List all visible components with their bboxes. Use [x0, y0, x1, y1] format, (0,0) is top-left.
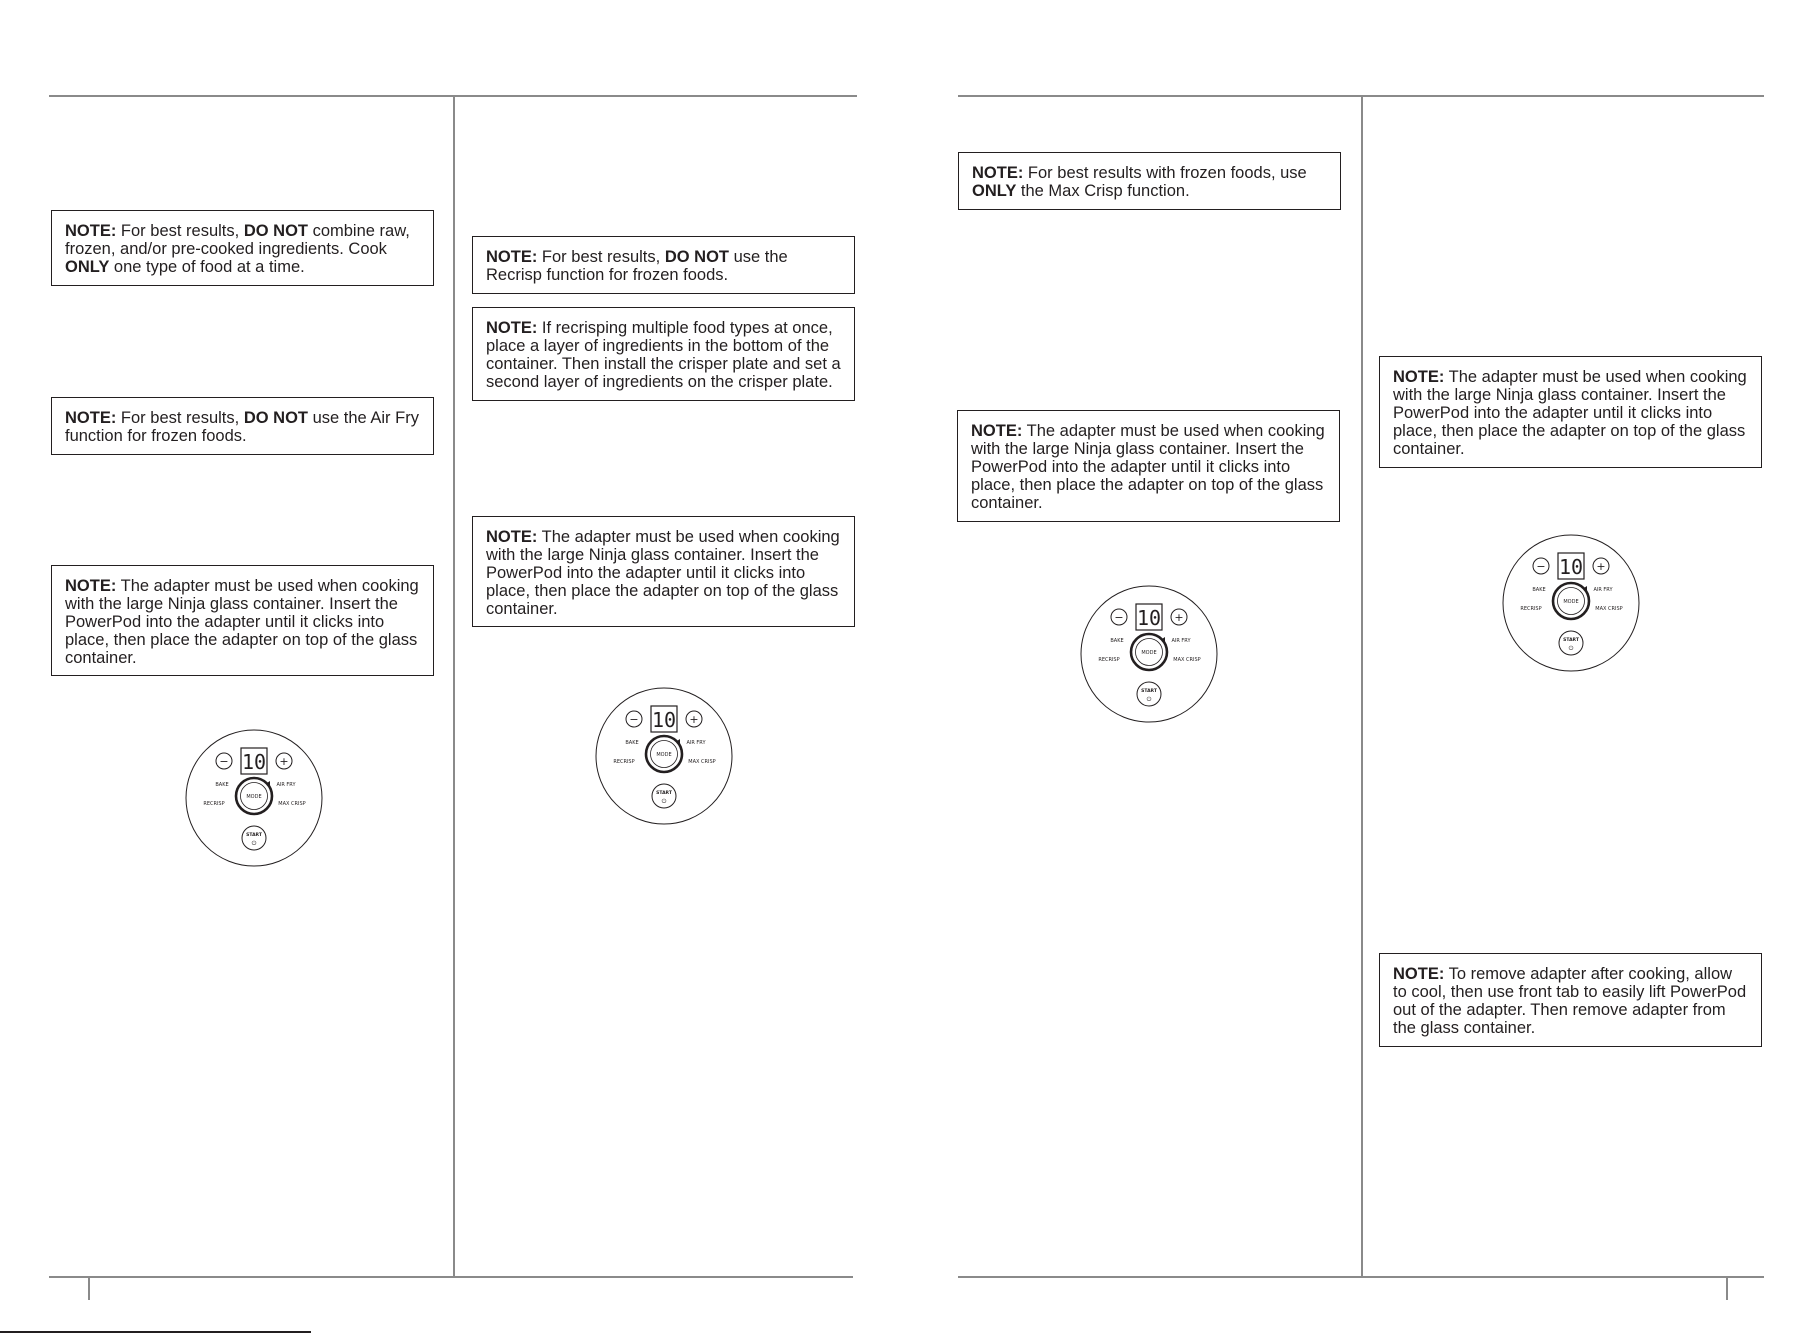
page-number-tick-left [88, 1276, 90, 1300]
start-label: START [656, 791, 672, 796]
note-text: If recrisping multiple food types at once, place a layer of ingredients in the bottom of the container. Then install the crisper plate and set a second layer of ingredients on the crisper plate. [486, 319, 841, 391]
display-window [1136, 604, 1162, 630]
note-emphasis: DO NOT [664, 248, 729, 266]
minus-button[interactable] [1533, 558, 1549, 574]
label-air-fry: AIR FRY [1593, 587, 1613, 593]
display-value: 10 [1136, 606, 1162, 630]
label-recrisp: RECRISP [1098, 657, 1120, 663]
note-text: combine raw, frozen, and/or pre-cooked ingredients. Cook [65, 222, 410, 258]
note-text: one type of food at a time. [109, 258, 305, 276]
footer-line [0, 1331, 311, 1333]
note-box [51, 397, 434, 455]
note-text: use the Air Fry function for frozen foods. [65, 409, 419, 445]
start-button[interactable] [1559, 631, 1583, 655]
mode-label: MODE [656, 752, 672, 758]
note-label: NOTE: [971, 422, 1023, 440]
power-icon: ⏻ [1568, 645, 1574, 652]
mode-label: MODE [1563, 599, 1579, 605]
control-panel-illustration [184, 728, 324, 868]
note-box [51, 210, 434, 286]
note-text: use the Recrisp function for frozen foods. [486, 248, 788, 284]
page-number-tick-right [1726, 1276, 1728, 1300]
note-box [472, 516, 855, 627]
label-max-crisp: MAX CRISP [1173, 657, 1201, 663]
label-air-fry: AIR FRY [686, 740, 706, 746]
label-recrisp: RECRISP [1520, 606, 1542, 612]
minus-icon: − [629, 713, 639, 726]
label-max-crisp: MAX CRISP [278, 801, 306, 807]
start-button[interactable] [1137, 682, 1161, 706]
display-window [241, 748, 267, 774]
control-panel-illustration [1079, 584, 1219, 724]
plus-icon: + [279, 755, 289, 768]
note-emphasis: ONLY [65, 258, 110, 276]
label-recrisp: RECRISP [613, 759, 635, 765]
note-label: NOTE: [65, 577, 117, 595]
note-box [957, 410, 1340, 522]
note-text: The adapter must be used when cooking with the large Ninja glass container. Insert the PowerPod into the adapter until it clicks into place, then place the adapter on top of the glass container. [1393, 368, 1747, 458]
plus-button[interactable] [1171, 609, 1187, 625]
power-icon: ⏻ [251, 840, 257, 847]
control-panel-illustration [1501, 533, 1641, 673]
start-label: START [246, 833, 262, 838]
label-air-fry: AIR FRY [276, 782, 296, 788]
power-icon: ⏻ [661, 798, 667, 805]
note-box [51, 565, 434, 676]
display-value: 10 [1558, 555, 1584, 579]
minus-button[interactable] [626, 711, 642, 727]
note-label: NOTE: [65, 409, 117, 427]
mode-dial[interactable] [236, 778, 272, 814]
note-text: For best results, [537, 248, 665, 266]
label-max-crisp: MAX CRISP [1595, 606, 1623, 612]
display-window [1558, 553, 1584, 579]
note-label: NOTE: [486, 319, 538, 337]
label-bake: BAKE [1532, 587, 1546, 593]
column-divider-right [1361, 95, 1363, 1277]
note-text: To remove adapter after cooking, allow to cool, then use front tab to easily lift PowerPod out of the adapter. Then remove adapter from the glass container. [1393, 965, 1747, 1037]
mode-dial[interactable] [646, 736, 682, 772]
plus-icon: + [1174, 611, 1184, 624]
note-label: NOTE: [972, 164, 1024, 182]
minus-button[interactable] [1111, 609, 1127, 625]
label-max-crisp: MAX CRISP [688, 759, 716, 765]
plus-button[interactable] [1593, 558, 1609, 574]
note-text: For best results, [116, 222, 244, 240]
label-bake: BAKE [625, 740, 639, 746]
note-box [1379, 356, 1762, 468]
mode-label: MODE [1141, 650, 1157, 656]
start-label: START [1563, 638, 1579, 643]
note-emphasis: ONLY [972, 182, 1017, 200]
note-text: The adapter must be used when cooking with the large Ninja glass container. Insert the PowerPod into the adapter until it clicks into place, then place the adapter on top of the glass container. [65, 577, 419, 667]
label-bake: BAKE [1110, 638, 1124, 644]
note-box [958, 152, 1341, 210]
note-label: NOTE: [65, 222, 117, 240]
note-label: NOTE: [486, 528, 538, 546]
note-label: NOTE: [1393, 965, 1445, 983]
display-window [651, 706, 677, 732]
start-button[interactable] [652, 784, 676, 808]
mode-dial[interactable] [1131, 634, 1167, 670]
note-text: The adapter must be used when cooking with the large Ninja glass container. Insert the PowerPod into the adapter until it clicks into place, then place the adapter on top of the glass container. [486, 528, 840, 618]
note-text: The adapter must be used when cooking with the large Ninja glass container. Insert the PowerPod into the adapter until it clicks into place, then place the adapter on top of the glass container. [971, 422, 1325, 512]
minus-icon: − [1536, 560, 1546, 573]
start-button[interactable] [242, 826, 266, 850]
label-recrisp: RECRISP [203, 801, 225, 807]
plus-icon: + [1596, 560, 1606, 573]
start-label: START [1141, 689, 1157, 694]
control-panel-illustration [594, 686, 734, 826]
minus-button[interactable] [216, 753, 232, 769]
minus-icon: − [1114, 611, 1124, 624]
note-label: NOTE: [1393, 368, 1445, 386]
label-bake: BAKE [215, 782, 229, 788]
display-value: 10 [651, 708, 677, 732]
mode-label: MODE [246, 794, 262, 800]
minus-icon: − [219, 755, 229, 768]
note-text: For best results with frozen foods, use [1023, 164, 1307, 182]
note-emphasis: DO NOT [243, 222, 308, 240]
note-emphasis: DO NOT [243, 409, 308, 427]
label-air-fry: AIR FRY [1171, 638, 1191, 644]
display-value: 10 [241, 750, 267, 774]
note-text: the Max Crisp function. [1016, 182, 1190, 200]
bottom-rule-left [49, 1276, 853, 1278]
plus-button[interactable] [686, 711, 702, 727]
note-box [1379, 953, 1762, 1047]
note-text: For best results, [116, 409, 244, 427]
mode-dial[interactable] [1553, 583, 1589, 619]
note-box [472, 236, 855, 294]
power-icon: ⏻ [1146, 696, 1152, 703]
note-label: NOTE: [486, 248, 538, 266]
plus-icon: + [689, 713, 699, 726]
plus-button[interactable] [276, 753, 292, 769]
column-divider-left [453, 95, 455, 1277]
note-box [472, 307, 855, 401]
